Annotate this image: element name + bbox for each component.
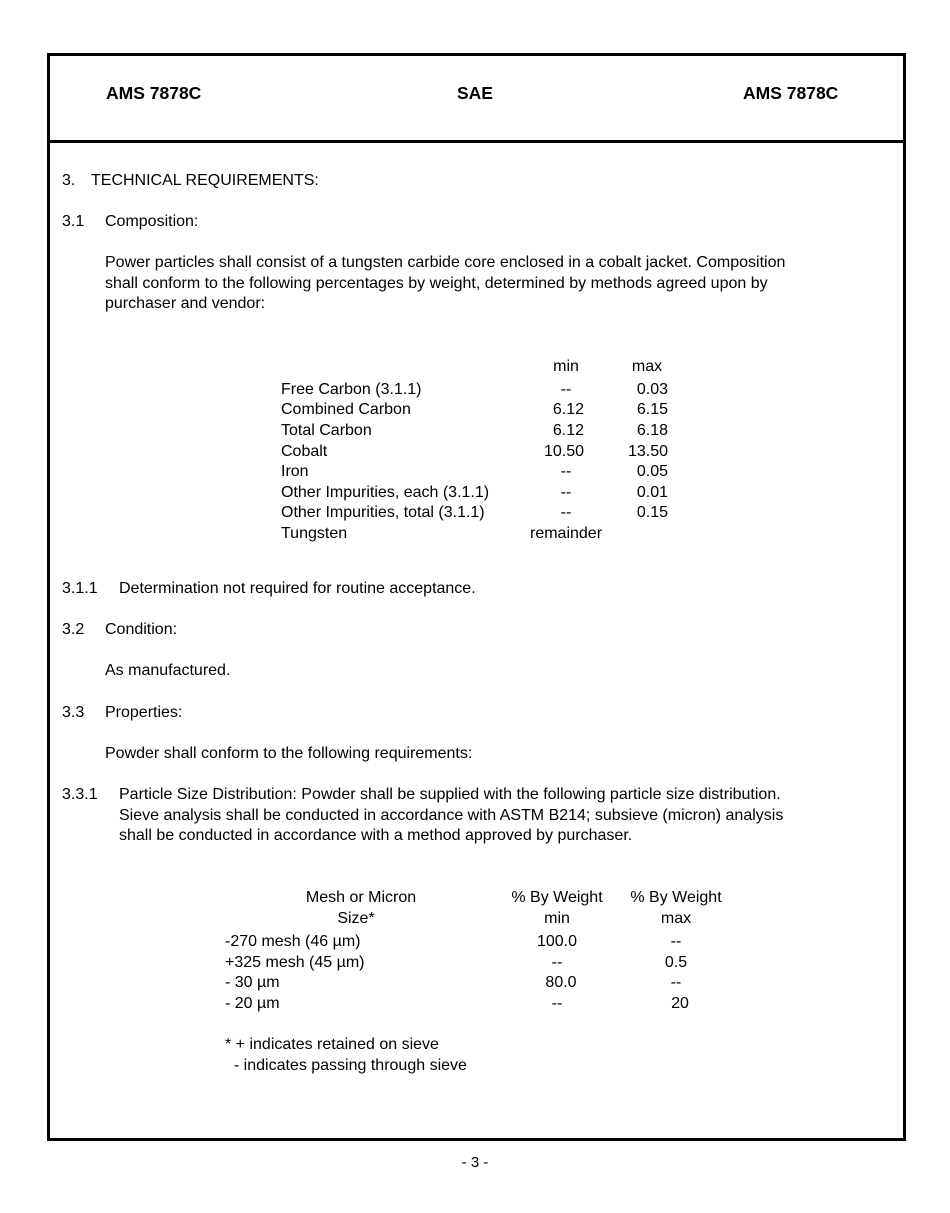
section-3-2-body: As manufactured. — [105, 662, 231, 679]
size-min: 80.0 — [545, 974, 577, 991]
composition-max: 13.50 — [627, 443, 668, 460]
composition-element: Other Impurities, each (3.1.1) — [281, 484, 490, 501]
size-min: 100.0 — [536, 933, 578, 950]
size-max: -- — [670, 974, 682, 991]
size-value: -270 mesh (46 µm) — [225, 933, 361, 950]
composition-min: -- — [560, 381, 572, 398]
composition-min: -- — [560, 504, 572, 521]
composition-element: Free Carbon (3.1.1) — [281, 381, 422, 398]
composition-element: Tungsten — [281, 525, 348, 542]
composition-max: 6.15 — [636, 401, 668, 418]
section-3-1-number: 3.1 — [62, 213, 85, 230]
section-3-2-number: 3.2 — [62, 621, 85, 638]
min-header-line2: min — [544, 910, 570, 927]
size-value: - 20 µm — [225, 995, 280, 1012]
section-3-1-body-line: shall conform to the following percentages by weight, determined by methods agreed upon by — [105, 275, 768, 292]
document-header — [50, 56, 903, 143]
composition-min: -- — [560, 463, 572, 480]
section-3-3-1-body-line: Particle Size Distribution: Powder shall be supplied with the following particle size distribution. — [119, 786, 781, 803]
composition-max: 0.03 — [636, 381, 668, 398]
max-header-line2: max — [660, 910, 692, 927]
header-doc-number-right: AMS 7878C — [743, 83, 839, 103]
composition-element: Iron — [281, 463, 309, 480]
size-max: 0.5 — [664, 954, 688, 971]
composition-min: 6.12 — [552, 422, 584, 439]
section-3-1-title: Composition: — [105, 213, 199, 230]
size-value: - 30 µm — [225, 974, 280, 991]
max-header-line1: % By Weight — [630, 889, 722, 906]
size-max: -- — [670, 933, 682, 950]
composition-min: 6.12 — [552, 401, 584, 418]
section-3-3-1-body-line: shall be conducted in accordance with a method approved by purchaser. — [119, 827, 633, 844]
section-3-number: 3. — [62, 172, 76, 189]
composition-max: 0.01 — [636, 484, 668, 501]
section-3-1-1-number: 3.1.1 — [62, 580, 98, 597]
composition-element: Cobalt — [281, 443, 328, 460]
composition-min: remainder — [529, 525, 603, 542]
composition-element: Combined Carbon — [281, 401, 411, 418]
size-note: * + indicates retained on sieve — [225, 1036, 439, 1053]
composition-element: Other Impurities, total (3.1.1) — [281, 504, 485, 521]
section-3-3-body: Powder shall conform to the following requirements: — [105, 745, 473, 762]
size-header-line1: Mesh or Micron — [305, 889, 417, 906]
size-value: +325 mesh (45 µm) — [225, 954, 365, 971]
composition-max: 0.15 — [636, 504, 668, 521]
section-3-3-1-body-line: Sieve analysis shall be conducted in accordance with ASTM B214; subsieve (micron) analysis — [119, 807, 784, 824]
section-3-title: TECHNICAL REQUIREMENTS: — [91, 172, 319, 189]
min-header-line1: % By Weight — [511, 889, 603, 906]
size-max: 20 — [671, 995, 689, 1012]
section-3-3-number: 3.3 — [62, 704, 85, 721]
composition-element: Total Carbon — [281, 422, 372, 439]
composition-min: -- — [560, 484, 572, 501]
section-3-1-body-line: purchaser and vendor: — [105, 295, 266, 312]
header-org: SAE — [457, 83, 493, 103]
section-3-1-body-line: Power particles shall consist of a tungsten carbide core enclosed in a cobalt jacket. Composition — [105, 254, 786, 271]
composition-header-min: min — [553, 358, 579, 375]
composition-max: 6.18 — [636, 422, 668, 439]
page-number: - 3 - — [461, 1154, 489, 1171]
section-3-3-title: Properties: — [105, 704, 183, 721]
size-min: -- — [551, 995, 563, 1012]
header-doc-number-left: AMS 7878C — [106, 83, 202, 103]
composition-min: 10.50 — [543, 443, 584, 460]
size-note: - indicates passing through sieve — [225, 1057, 467, 1074]
section-3-3-1-number: 3.3.1 — [62, 786, 98, 803]
section-3-2-title: Condition: — [105, 621, 178, 638]
size-min: -- — [551, 954, 563, 971]
composition-max: 0.05 — [636, 463, 668, 480]
composition-header-max: max — [631, 358, 663, 375]
size-header-line2: Size* — [337, 910, 375, 927]
section-3-1-1-text: Determination not required for routine acceptance. — [119, 580, 476, 597]
